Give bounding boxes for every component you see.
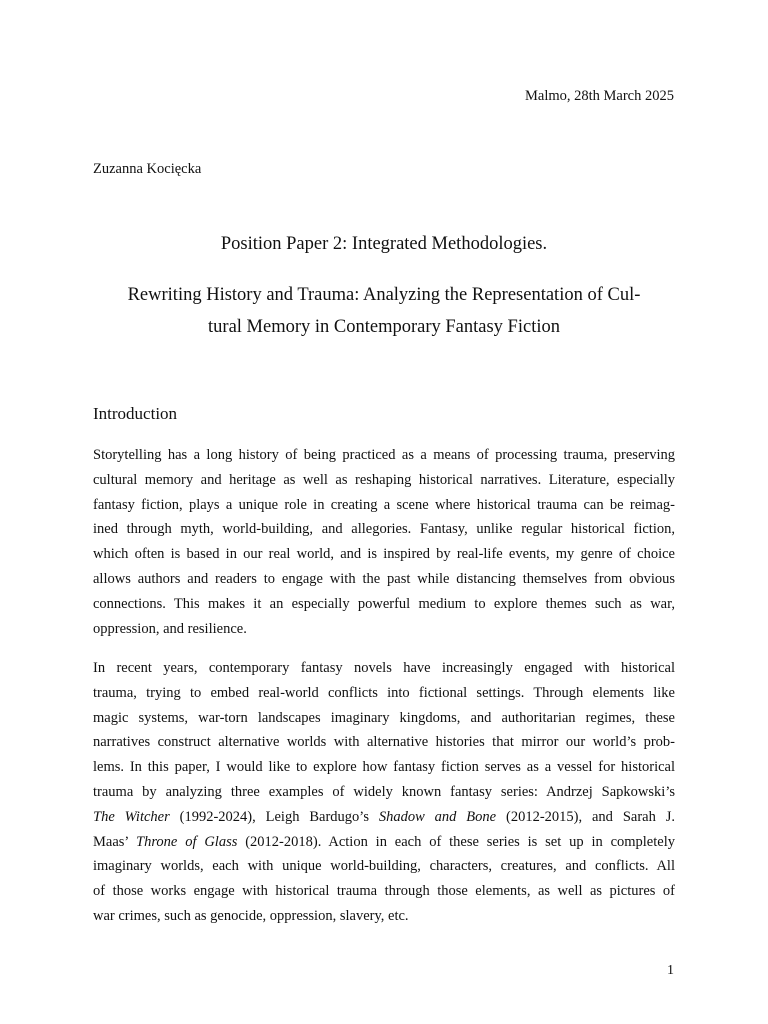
text-line: war crimes, such as genocide, oppression, slavery, etc. [93,907,409,924]
text-line: lems. In this paper, I would like to explore how fantasy fiction serves as a vessel for historical [93,759,675,776]
paragraph-2 [93,656,675,929]
text-run: (2012-2018). Action in each of these series is set up in completely [237,833,675,850]
text-line: magic systems, war-torn landscapes imaginary kingdoms, and authoritarian regimes, these [93,709,675,726]
text-line: oppression, and resilience. [93,620,247,637]
text-line: In recent years, contemporary fantasy novels have increasingly engaged with historical [93,660,675,676]
text-line: which often is based in our real world, and is inspired by real-life events, my genre of choice [93,546,675,563]
text-line: connections. This makes it an especially powerful medium to explore themes such as war, [93,595,675,612]
text-run: (1992-2024), Leigh Bardugo’s [169,808,379,825]
subtitle-line-1: Rewriting History and Trauma: Analyzing the Representation of Cul- [127,285,641,305]
book-title: Shadow and Bone [378,808,497,825]
text-line: allows authors and readers to engage with the past while distancing themselves from obvious [93,570,675,587]
paper-subtitle [93,280,675,343]
text-line: imaginary worlds, each with unique world-building, characters, creatures, and conflicts. All [93,858,675,875]
document-date: Malmo, 28th March 2025 [524,88,674,104]
page-number: 1 [667,963,674,978]
paragraph-1 [93,443,675,641]
text-line: cultural memory and heritage as well as reshaping historical narratives. Literature, especially [93,471,675,488]
section-heading: Introduction [93,404,178,423]
text-line: fantasy fiction, plays a unique role in creating a scene where historical trauma can be reimag- [93,496,675,513]
text-run: (2012-2015), and Sarah J. [496,808,675,825]
book-title: The Witcher [93,808,170,825]
text-run: Maas’ [93,833,137,850]
author-name: Zuzanna Kocięcka [93,161,202,177]
text-line: trauma by analyzing three examples of widely known fantasy series: Andrzej Sapkowski’s [93,783,675,800]
text-line: narratives construct alternative worlds with alternative histories that mirror our world’s prob- [93,734,675,751]
subtitle-line-2: tural Memory in Contemporary Fantasy Fiction [208,316,560,337]
paper-title: Position Paper 2: Integrated Methodologies. [220,234,548,254]
text-line: ined through myth, world-building, and allegories. Fantasy, unlike regular historical fiction, [93,521,675,538]
book-title: Throne of Glass [136,833,238,850]
text-line: of those works engage with historical trauma through those elements, as well as pictures of [93,883,675,900]
text-line: trauma, trying to embed real-world conflicts into fictional settings. Through elements like [93,684,675,701]
text-line [93,830,675,855]
text-line [93,805,675,830]
text-line: Storytelling has a long history of being practiced as a means of processing trauma, preserving [93,447,675,463]
